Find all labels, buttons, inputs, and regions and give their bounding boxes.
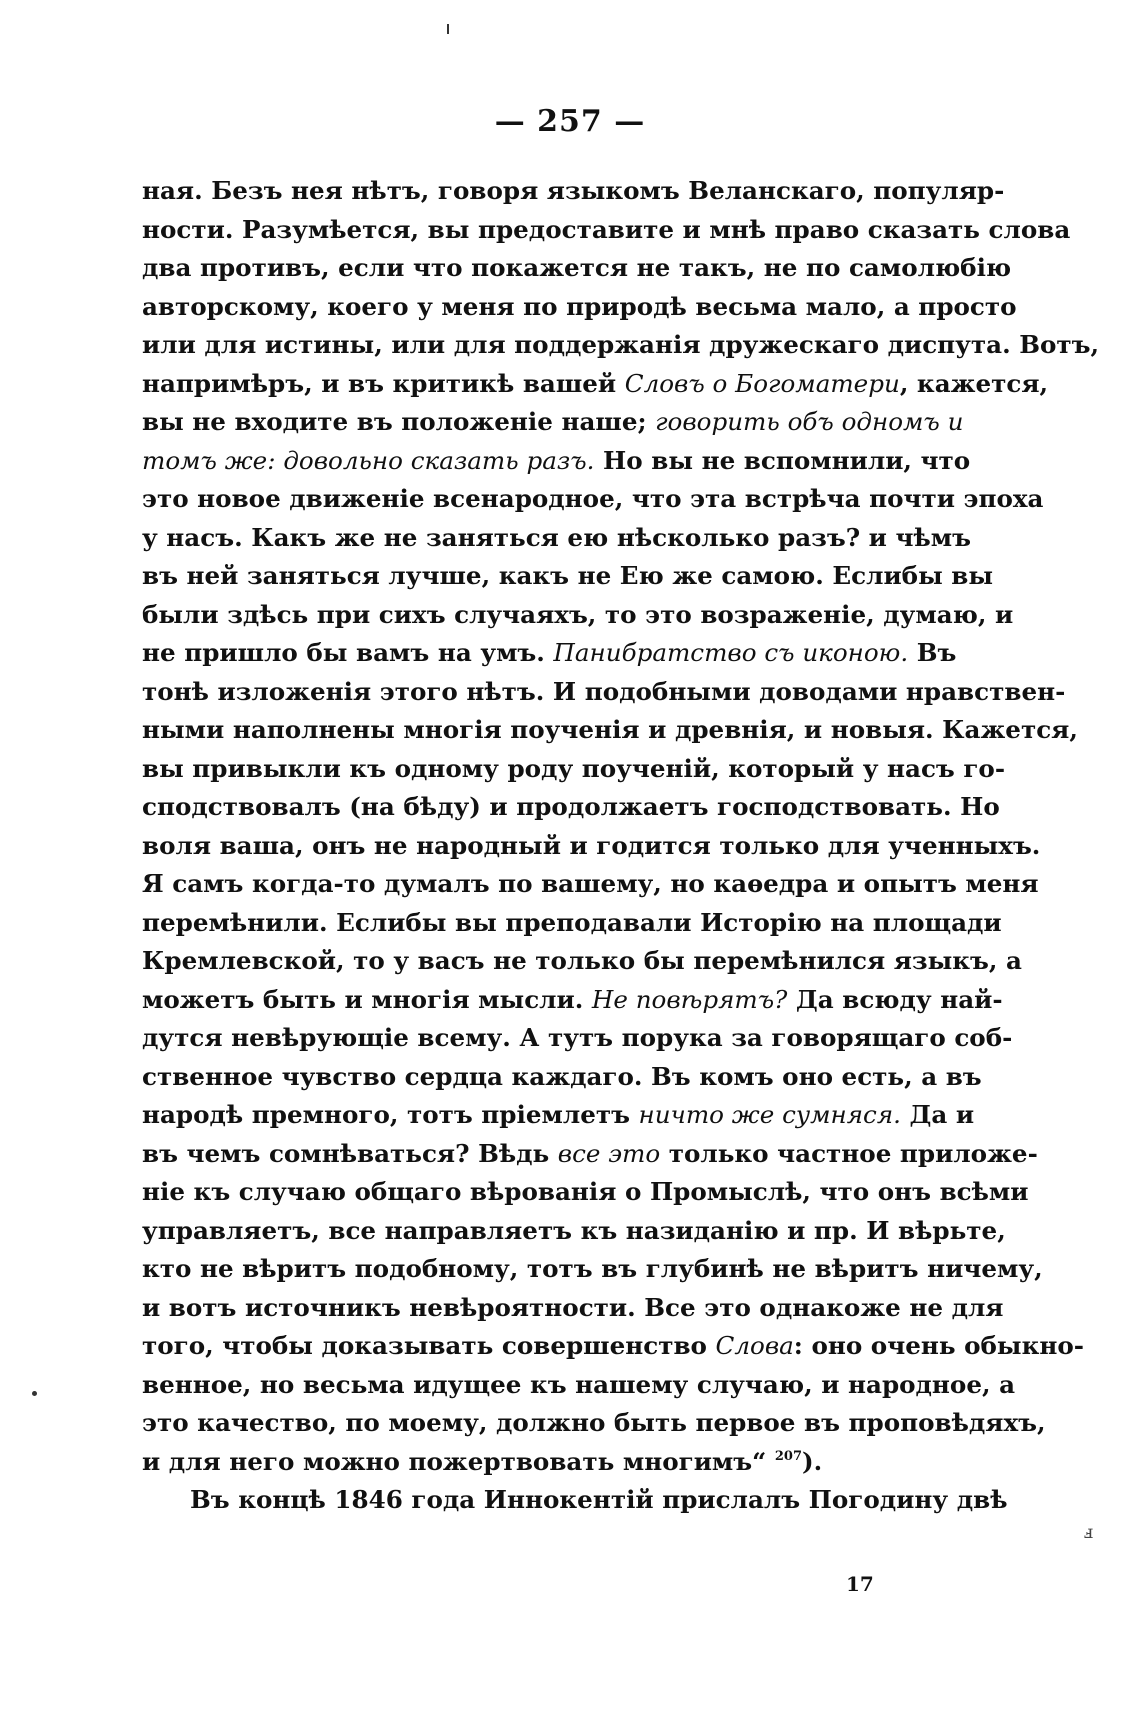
text-run: кто не вѣритъ подобному, тотъ въ глубинѣ не вѣритъ ничему,: [142, 1254, 1043, 1283]
text-line: [142, 211, 1071, 250]
italic-run: Панибратство съ иконою.: [553, 638, 909, 667]
text-run: ными наполнены многія поученія и древнія, и новыя. Кажется,: [142, 715, 1078, 744]
margin-dot: [32, 1391, 37, 1396]
text-line: [142, 403, 964, 442]
text-run: Кремлевской, то у васъ не только бы перемѣнился языкъ, а: [142, 946, 1022, 975]
text-line: [142, 288, 1017, 327]
page-number-header: — 257 —: [494, 104, 646, 139]
text-line: [142, 673, 1066, 712]
text-run: вы привыкли къ одному роду поученій, который у насъ го-: [142, 753, 1006, 783]
margin-mark: ⅎ: [1084, 1522, 1094, 1543]
text-run: Въ: [908, 638, 957, 667]
text-run: были здѣсь при сихъ случаяхъ, то это возраженіе, думаю, и: [142, 599, 1014, 629]
signature-mark: 17: [846, 1572, 874, 1596]
body-text: [142, 172, 1100, 1520]
text-line: [142, 981, 1003, 1020]
text-run: венное, но весьма идущее къ нашему случаю, и народное, а: [142, 1369, 1016, 1399]
text-line: [142, 788, 1000, 827]
italic-run: Словъ о Богоматери: [624, 368, 900, 398]
text-run: не пришло бы вамъ на умъ.: [142, 638, 554, 667]
text-line: [142, 1481, 1008, 1520]
text-run: въ ней заняться лучше, какъ не Ею же самою. Еслибы вы: [142, 561, 994, 590]
text-run: и вотъ источникъ невѣроятности. Все это однакоже не для: [142, 1292, 1004, 1322]
text-run: напримѣръ, и въ критикѣ вашей: [142, 368, 625, 398]
text-run: можетъ быть и многія мысли.: [142, 984, 592, 1014]
text-run: ная. Безъ нея нѣтъ, говоря языкомъ Веланскаго, популяр-: [142, 176, 1005, 205]
text-line: [142, 442, 971, 481]
italic-run: томъ же: довольно сказать разъ.: [142, 445, 595, 475]
text-line: [142, 711, 1078, 750]
italic-run: говорить объ одномъ и: [655, 407, 964, 436]
italic-run: Не повѣрятъ?: [591, 984, 788, 1014]
text-run: Да всюду най-: [787, 984, 1003, 1014]
text-run: сподствовалъ (на бѣду) и продолжаетъ господствовать. Но: [142, 792, 1000, 821]
text-line: [142, 1019, 1013, 1058]
text-run: это качество, по моему, должно быть первое въ проповѣдяхъ,: [142, 1408, 1046, 1437]
text-run: вы не входите въ положеніе наше;: [142, 407, 656, 436]
text-line: [142, 1443, 942, 1482]
text-run: въ чемъ сомнѣваться? Вѣдь: [142, 1138, 558, 1168]
italic-run: ничто же сумняся.: [638, 1100, 901, 1129]
text-line: [142, 1250, 1043, 1289]
text-line: [142, 750, 1006, 789]
text-line: [142, 1327, 1084, 1366]
text-run: народѣ премного, тотъ пріемлетъ: [142, 1100, 639, 1129]
text-line: [142, 827, 1041, 866]
italic-run: Слова: [715, 1331, 794, 1360]
text-line: [142, 1096, 975, 1135]
text-line: [142, 249, 1012, 288]
text-run: : оно очень обыкно-: [793, 1331, 1084, 1360]
text-line: [142, 1366, 1016, 1405]
text-run: авторскому, коего у меня по природѣ весьма мало, а просто: [142, 291, 1017, 321]
text-line: [142, 519, 972, 558]
text-run: Да и: [900, 1100, 975, 1129]
text-run: ственное чувство сердца каждаго. Въ комъ оно есть, а въ: [142, 1061, 982, 1091]
text-run: Но вы не вспомнили, что: [594, 445, 971, 475]
text-run: управляетъ, все направляетъ къ назиданію и пр. И вѣрьте,: [142, 1215, 1006, 1245]
text-line: [142, 1173, 1029, 1212]
text-line: [142, 1135, 1038, 1174]
text-line: [142, 1058, 982, 1097]
text-run: и для него можно пожертвовать многимъ“: [142, 1446, 775, 1476]
text-run: того, чтобы доказывать совершенство: [142, 1331, 716, 1360]
text-run: ніе къ случаю общаго вѣрованія о Промыслѣ, что онъ всѣми: [142, 1177, 1029, 1206]
text-run: ности. Разумѣется, вы предоставите и мнѣ право сказать слова: [142, 214, 1071, 244]
text-run: только частное приложе-: [660, 1138, 1038, 1168]
text-line: [142, 634, 957, 673]
text-run: два противъ, если что покажется не такъ, не по самолюбію: [142, 253, 1012, 282]
scan-mark: [447, 24, 449, 34]
text-run: у насъ. Какъ же не заняться ею нѣсколько разъ? и чѣмъ: [142, 522, 972, 552]
text-line: [142, 480, 1044, 519]
text-line: [142, 1212, 1006, 1251]
text-run: дутся невѣрующіе всему. А тутъ порука за говорящаго соб-: [142, 1023, 1013, 1052]
text-run: Въ концѣ 1846 года Иннокентій прислалъ Погодину двѣ: [190, 1485, 1008, 1514]
text-line: [142, 1404, 1046, 1443]
text-run: Я самъ когда-то думалъ по вашему, но каѳедра и опытъ меня: [142, 869, 1039, 898]
text-run: или для истины, или для поддержанія дружескаго диспута. Вотъ,: [142, 330, 1100, 359]
text-line: [142, 326, 1100, 365]
text-line: [142, 172, 1005, 211]
text-run: перемѣнили. Еслибы вы преподавали Исторію на площади: [142, 907, 1002, 937]
text-line: [142, 1289, 1004, 1328]
text-line: [142, 865, 1039, 904]
text-line: [142, 365, 1049, 404]
text-run: воля ваша, онъ не народный и годится только для ученныхъ.: [142, 830, 1041, 860]
footnote-ref: 207: [774, 1448, 803, 1464]
text-run: тонѣ изложенія этого нѣтъ. И подобными доводами нравствен-: [142, 676, 1066, 706]
text-run: , кажется,: [899, 368, 1049, 398]
text-run: это новое движеніе всенародное, что эта встрѣча почти эпоха: [142, 484, 1044, 513]
text-run: ).: [802, 1446, 823, 1476]
text-line: [142, 596, 1014, 635]
text-line: [142, 904, 1002, 943]
text-line: [142, 557, 994, 596]
text-line: [142, 942, 1022, 981]
italic-run: все это: [557, 1138, 661, 1168]
